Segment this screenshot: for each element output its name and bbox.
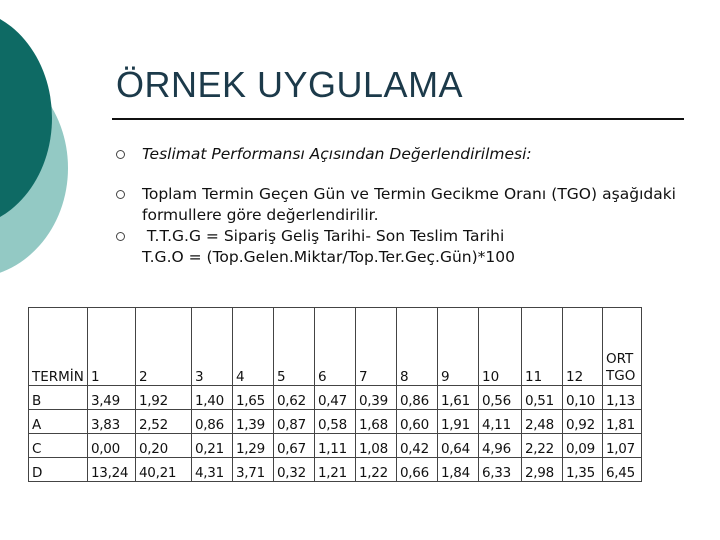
value-cell: 1,61 [438, 386, 479, 410]
value-cell: 0,87 [274, 410, 315, 434]
header-cell: 1 [88, 308, 136, 386]
header-cell: 3 [192, 308, 233, 386]
value-cell: 4,96 [479, 434, 522, 458]
row-label-cell: D [29, 458, 88, 482]
value-cell: 1,91 [438, 410, 479, 434]
header-cell: 6 [315, 308, 356, 386]
value-cell: 1,92 [136, 386, 192, 410]
value-cell: 0,60 [397, 410, 438, 434]
value-cell: 6,33 [479, 458, 522, 482]
value-cell: 0,09 [563, 434, 603, 458]
value-cell: 0,62 [274, 386, 315, 410]
value-cell: 0,20 [136, 434, 192, 458]
circle-bullet-icon [116, 232, 125, 241]
value-cell: 2,48 [522, 410, 563, 434]
bullet-list [116, 144, 676, 268]
value-cell: 0,32 [274, 458, 315, 482]
circle-bullet-icon [116, 150, 125, 159]
value-cell: 1,65 [233, 386, 274, 410]
header-cell: 9 [438, 308, 479, 386]
table-row [29, 434, 642, 458]
formula-line: T.G.O = (Top.Gelen.Miktar/Top.Ter.Geç.Gün)*100 [142, 248, 515, 266]
value-cell: 0,51 [522, 386, 563, 410]
table-header-row [29, 308, 642, 386]
value-cell: 1,68 [356, 410, 397, 434]
header-cell: 8 [397, 308, 438, 386]
value-cell: 0,64 [438, 434, 479, 458]
value-cell: 1,11 [315, 434, 356, 458]
row-label-cell: C [29, 434, 88, 458]
value-cell: 2,98 [522, 458, 563, 482]
value-cell: 0,56 [479, 386, 522, 410]
header-cell: TERMİN [29, 308, 88, 386]
value-cell: 0,58 [315, 410, 356, 434]
value-cell: 1,40 [192, 386, 233, 410]
value-cell: 1,13 [603, 386, 642, 410]
value-cell: 1,08 [356, 434, 397, 458]
bullet-text: T.T.G.G = Sipariş Geliş Tarihi- Son Teslim Tarihi [142, 227, 505, 245]
table-row [29, 410, 642, 434]
value-cell: 0,67 [274, 434, 315, 458]
value-cell: 1,84 [438, 458, 479, 482]
bullet-item [116, 144, 676, 165]
value-cell: 6,45 [603, 458, 642, 482]
header-cell: 12 [563, 308, 603, 386]
bullet-text: Teslimat Performansı Açısından Değerlendirilmesi: [142, 145, 532, 163]
value-cell: 0,10 [563, 386, 603, 410]
value-cell: 1,39 [233, 410, 274, 434]
value-cell: 1,35 [563, 458, 603, 482]
value-cell: 3,49 [88, 386, 136, 410]
table-row [29, 386, 642, 410]
value-cell: 0,39 [356, 386, 397, 410]
value-cell: 3,83 [88, 410, 136, 434]
value-cell: 1,29 [233, 434, 274, 458]
value-cell: 0,66 [397, 458, 438, 482]
value-cell: 4,31 [192, 458, 233, 482]
table-row [29, 458, 642, 482]
value-cell: 2,22 [522, 434, 563, 458]
title-divider [112, 118, 684, 120]
decorative-teal-shapes [0, 0, 90, 290]
value-cell: 0,86 [397, 386, 438, 410]
value-cell: 0,47 [315, 386, 356, 410]
header-cell: 5 [274, 308, 315, 386]
header-cell: ORT TGO [603, 308, 642, 386]
teal-circles-graphic [0, 0, 90, 290]
page-title: ÖRNEK UYGULAMA [116, 64, 464, 105]
circle-bullet-icon [116, 190, 125, 199]
header-cell: 7 [356, 308, 397, 386]
value-cell: 0,21 [192, 434, 233, 458]
bullet-text: Toplam Termin Geçen Gün ve Termin Gecikme Oranı (TGO) aşağıdaki formullere göre değerlendirilir. [142, 185, 676, 224]
value-cell: 1,22 [356, 458, 397, 482]
value-cell: 3,71 [233, 458, 274, 482]
value-cell: 4,11 [479, 410, 522, 434]
data-table [28, 307, 642, 482]
value-cell: 40,21 [136, 458, 192, 482]
value-cell: 0,00 [88, 434, 136, 458]
row-label-cell: A [29, 410, 88, 434]
header-cell: 10 [479, 308, 522, 386]
value-cell: 0,86 [192, 410, 233, 434]
bullet-item [116, 226, 676, 247]
value-cell: 1,07 [603, 434, 642, 458]
header-cell: 11 [522, 308, 563, 386]
row-label-cell: B [29, 386, 88, 410]
value-cell: 0,42 [397, 434, 438, 458]
header-cell: 4 [233, 308, 274, 386]
value-cell: 2,52 [136, 410, 192, 434]
bullet-item [116, 184, 676, 226]
value-cell: 13,24 [88, 458, 136, 482]
value-cell: 0,92 [563, 410, 603, 434]
header-cell: 2 [136, 308, 192, 386]
value-cell: 1,81 [603, 410, 642, 434]
value-cell: 1,21 [315, 458, 356, 482]
